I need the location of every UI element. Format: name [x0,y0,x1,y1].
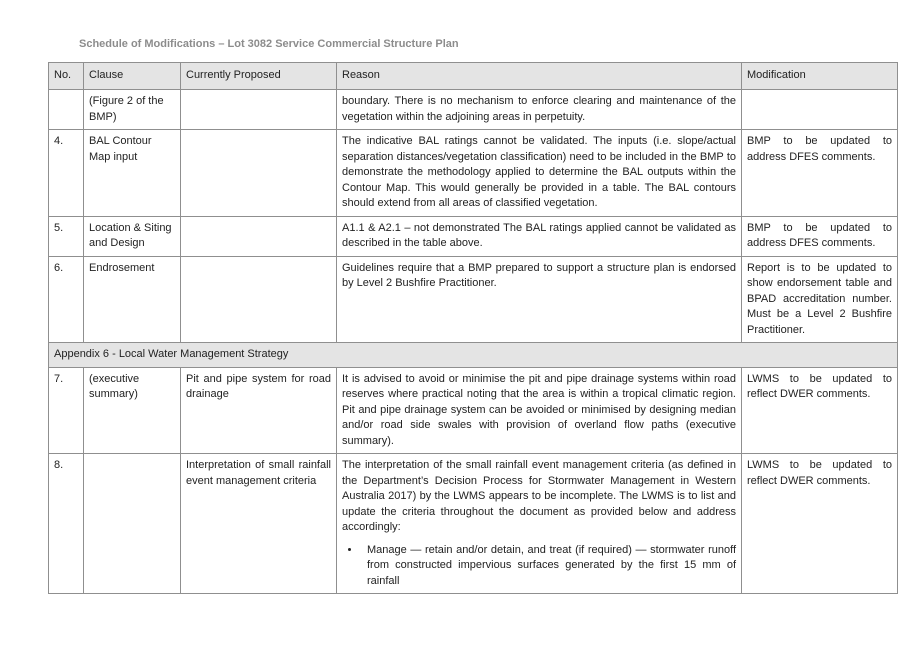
cell-reason: The indicative BAL ratings cannot be validated. The inputs (i.e. slope/actual separation distances/vegetation classification) need to be included in the BMP to demonstrate the methodology applied to determine the BAL outputs within the Contour Map. This would generally be provided in a table. The BAL contours should extend from all areas of classified vegetation. [337,130,742,217]
cell-proposed [181,90,337,130]
table-header-row [49,63,898,90]
section-row [49,343,898,368]
table-row [49,90,898,130]
cell-clause [84,454,181,594]
column-header-clause: Clause [84,63,181,90]
table-row [49,367,898,454]
cell-modification: BMP to be updated to address DFES comments. [742,216,898,256]
cell-clause: (Figure 2 of the BMP) [84,90,181,130]
cell-modification: BMP to be updated to address DFES comments. [742,130,898,217]
section-heading: Appendix 6 - Local Water Management Strategy [49,343,898,368]
column-header-reason: Reason [337,63,742,90]
table-row [49,216,898,256]
cell-no [49,90,84,130]
cell-no: 6. [49,256,84,343]
page-header-title: Schedule of Modifications – Lot 3082 Service Commercial Structure Plan [79,38,459,50]
cell-modification: LWMS to be updated to reflect DWER comments. [742,454,898,594]
cell-reason: boundary. There is no mechanism to enforce clearing and maintenance of the vegetation within the adjoining areas in perpetuity. [337,90,742,130]
column-header-modification: Modification [742,63,898,90]
cell-clause: (executive summary) [84,367,181,454]
cell-reason: Guidelines require that a BMP prepared to support a structure plan is endorsed by Level 2 Bushfire Practitioner. [337,256,742,343]
cell-proposed: Interpretation of small rainfall event management criteria [181,454,337,594]
schedule-table [48,62,898,594]
table-row [49,130,898,217]
cell-modification: Report is to be updated to show endorsement table and BPAD accreditation number. Must be a Level 2 Bushfire Practitioner. [742,256,898,343]
reason-bullet-item: • Manage — retain and/or detain, and treat (if required) — stormwater runoff from constructed impervious surfaces generated by the first 15 mm of rainfall [361,543,736,590]
cell-modification: LWMS to be updated to reflect DWER comments. [742,367,898,454]
cell-proposed [181,256,337,343]
column-header-no: No. [49,63,84,90]
cell-reason: It is advised to avoid or minimise the pit and pipe drainage systems within road reserves where practical noting that the area is within a tropical climatic region. Pit and pipe drainage system can be avoided or minimised by designing median and/or road side swales with provision of overland flow paths (executive summary). [337,367,742,454]
column-header-currently-proposed: Currently Proposed [181,63,337,90]
cell-no: 8. [49,454,84,594]
cell-no: 5. [49,216,84,256]
cell-clause: Location & Siting and Design [84,216,181,256]
table-row [49,454,898,594]
cell-proposed [181,216,337,256]
cell-no: 7. [49,367,84,454]
cell-proposed: Pit and pipe system for road drainage [181,367,337,454]
cell-proposed [181,130,337,217]
cell-clause: Endrosement [84,256,181,343]
reason-paragraph: The interpretation of the small rainfall event management criteria (as defined in the Department’s Decision Process for Stormwater Management in Western Australia 2017) by the LWMS appears to be incomplete. The LWMS is to list and update the criteria throughout the document as provided below and address accordingly: [342,459,736,533]
reason-bullet-list [342,543,736,590]
cell-clause: BAL Contour Map input [84,130,181,217]
cell-reason: A1.1 & A2.1 – not demonstrated The BAL ratings applied cannot be validated as described in the table above. [337,216,742,256]
cell-reason [337,454,742,594]
cell-modification [742,90,898,130]
table-row [49,256,898,343]
cell-no: 4. [49,130,84,217]
